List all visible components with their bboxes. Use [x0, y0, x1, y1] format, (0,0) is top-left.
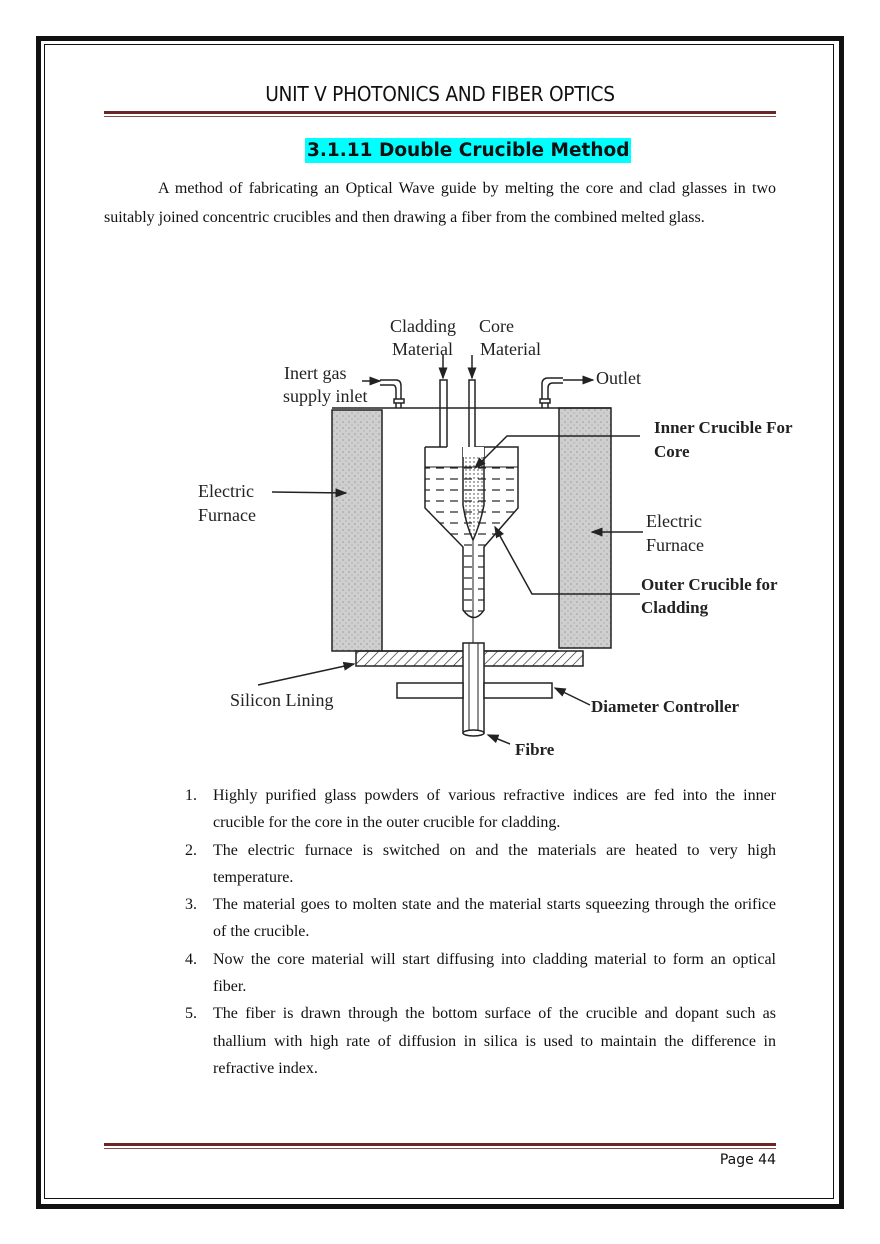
label-cladding-material: Material — [392, 339, 453, 359]
list-number: 4. — [185, 950, 197, 968]
label-electric-left: Electric — [198, 481, 254, 501]
label-furnace-left: Furnace — [198, 505, 256, 525]
list-text: The material goes to molten state and the material starts squeezing through the orifice of the crucible. — [213, 896, 776, 941]
list-number: 1. — [185, 787, 197, 804]
intro-paragraph: A method of fabricating an Optical Wave guide by melting the core and clad glasses in two suitably joined concentric crucibles and then drawing a fiber from the combined melted glass. — [104, 180, 776, 226]
list-number: 3. — [185, 896, 197, 914]
list-text: Now the core material will start diffusing into cladding material to form an optical fiber. — [213, 950, 776, 996]
left-furnace — [332, 410, 382, 651]
label-inner-crucible: Inner Crucible For — [654, 418, 793, 437]
section-heading: 3.1.11 Double Crucible Method — [307, 140, 630, 161]
label-electric-right: Electric — [646, 511, 702, 531]
label-inner-crucible-core: Core — [654, 442, 690, 461]
list-text: Highly purified glass powders of various refractive indices are fed into the inner crucible for the core in the outer crucible for cladding. — [213, 787, 776, 832]
label-supply-inlet: supply inlet — [283, 386, 368, 406]
fibre-rod — [463, 643, 484, 733]
footer-rule-thin — [104, 1148, 776, 1149]
list-item — [185, 782, 776, 837]
list-item — [185, 1000, 776, 1082]
label-outer-cladding: Cladding — [641, 598, 709, 617]
list-text: The fiber is drawn through the bottom surface of the crucible and dopant such as thallium with high rate of diffusion in silica is used to maintain the difference in refractive index. — [213, 1005, 776, 1077]
right-furnace — [559, 408, 611, 648]
label-fibre: Fibre — [515, 740, 555, 759]
list-number: 5. — [185, 1005, 197, 1023]
diameter-controller — [397, 683, 463, 698]
unit-title: UNIT V PHOTONICS AND FIBER OPTICS — [265, 82, 615, 106]
page-number: Page 44 — [719, 1152, 776, 1168]
label-silicon-lining: Silicon Lining — [230, 690, 334, 710]
label-core: Core — [479, 316, 514, 336]
label-furnace-right: Furnace — [646, 535, 704, 555]
label-outer-crucible: Outer Crucible for — [641, 575, 778, 594]
label-diameter-controller: Diameter Controller — [591, 697, 740, 716]
list-item — [185, 837, 776, 892]
label-core-material: Material — [480, 339, 541, 359]
list-number: 2. — [185, 841, 197, 859]
list-item — [185, 891, 776, 946]
list-text: The electric furnace is switched on and the materials are heated to very high temperature. — [213, 841, 776, 886]
label-outlet: Outlet — [596, 368, 641, 388]
label-cladding: Cladding — [390, 316, 456, 336]
label-inert-gas: Inert gas — [284, 363, 347, 383]
steps-list — [185, 782, 776, 1082]
footer-rule — [104, 1143, 776, 1146]
list-item — [185, 946, 776, 1001]
